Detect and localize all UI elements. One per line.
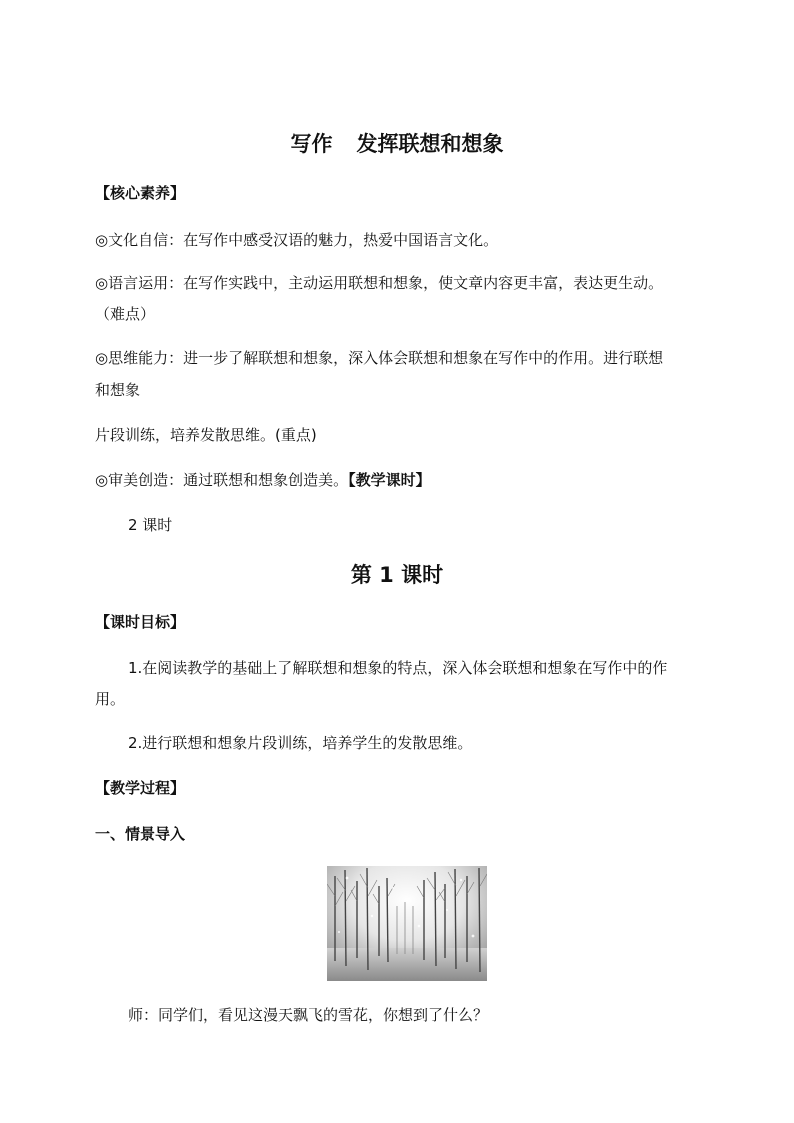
title-part2: 发挥联想和想象 [356,132,504,156]
goal-item-1: 1.在阅读教学的基础上了解联想和想象的特点，深入体会联想和想象在写作中的作 [128,659,668,677]
core-item-culture: ◎文化自信：在写作中感受汉语的魅力，热爱中国语言文化。 [95,231,499,249]
core-item-language: ◎语言运用：在写作实践中，主动运用联想和想象，使文章内容更丰富，表达更生动。 [95,274,664,292]
section-goals-heading: 【课时目标】 [95,613,186,631]
section-core-heading: 【核心素养】 [95,184,186,202]
section-process-heading: 【教学过程】 [95,779,186,797]
goal-item-1-cont: 用。 [95,690,126,708]
title-part1: 写作 [290,132,333,156]
step-1-heading: 一、情景导入 [95,825,186,843]
core-item-aesthetic [95,470,431,490]
core-item-thinking: ◎思维能力：进一步了解联想和想象，深入体会联想和想象在写作中的作用。进行联想 [95,349,664,367]
core-item-language-note: （难点） [95,305,156,323]
core-item-thinking-cont: 和想象 [95,381,141,399]
section-hours-heading: 【教学课时】 [348,471,431,489]
snowy-forest-photo [327,866,487,981]
lesson-title: 第 1 课时 [350,563,444,587]
document-title [0,130,794,158]
hours-value: 2 课时 [128,516,173,534]
core-item-aesthetic-text: ◎审美创造：通过联想和想象创造美。 [95,471,349,489]
teacher-line: 师：同学们，看见这漫天飘飞的雪花，你想到了什么？ [128,1006,489,1024]
goal-item-2: 2.进行联想和想象片段训练，培养学生的发散思维。 [128,734,473,752]
core-item-thinking-end: 片段训练，培养发散思维。(重点) [95,426,317,444]
